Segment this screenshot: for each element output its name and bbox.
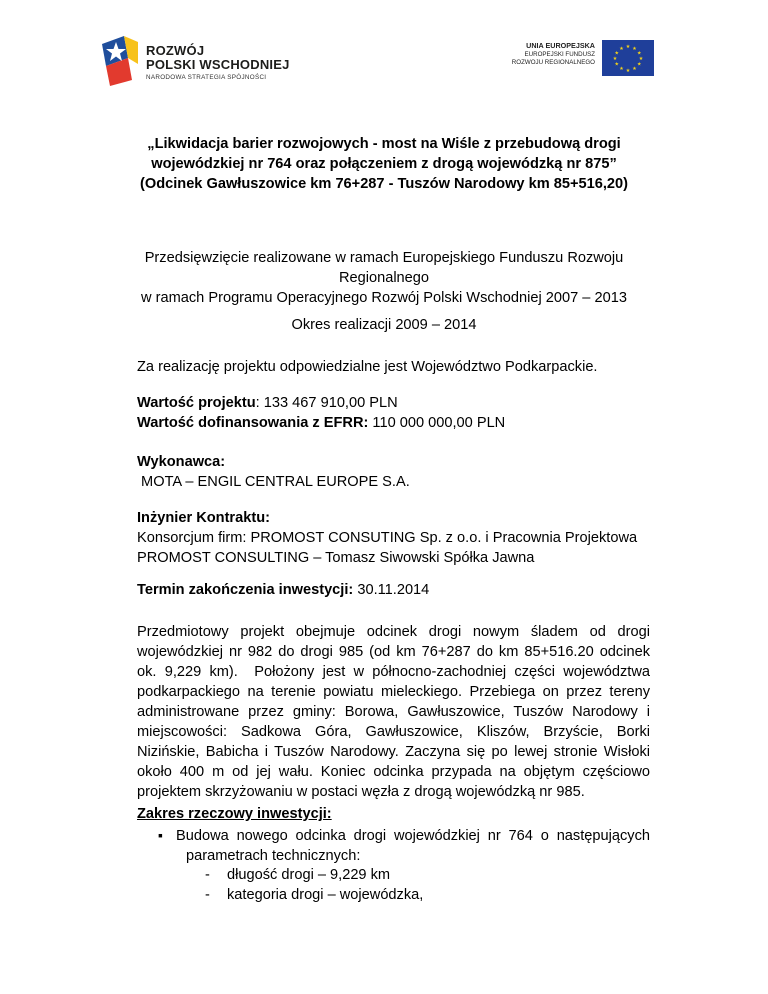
scope-items: [205, 865, 423, 905]
scope-bullet-line-1: Budowa nowego odcinka drogi wojewódzkiej nr 764 o następujących: [176, 828, 650, 844]
title-line-3: (Odcinek Gawłuszowice km 76+287 - Tuszów Narodowy km 85+516,20): [139, 176, 628, 192]
dash-bullet-icon: -: [205, 867, 210, 883]
description-line: Przedmiotowy projekt obejmuje odcinek drogi nowym śladem od drogi: [137, 624, 650, 640]
title-line-1: „Likwidacja barier rozwojowych - most na Wiśle z przebudową drogi: [147, 136, 621, 152]
dash-bullet-icon: -: [205, 887, 210, 903]
svg-text:★: ★: [625, 68, 631, 74]
project-value-amount: : 133 467 910,00 PLN: [255, 395, 398, 411]
contractor-label: Wykonawca:: [137, 454, 226, 470]
intro-paragraph: [0, 248, 768, 308]
description-line: ok. 9,229 km). Położony jest w północno-zachodniej części województwa: [137, 664, 650, 680]
project-value: [137, 393, 505, 433]
logo-line-1: ROZWÓJ: [146, 43, 205, 58]
eu-flag-icon: [602, 40, 654, 76]
eu-line-1: UNIA EUROPEJSKA: [526, 41, 595, 50]
deadline-label: Termin zakończenia inwestycji:: [137, 582, 354, 598]
svg-text:★: ★: [614, 50, 620, 57]
svg-text:★: ★: [632, 45, 637, 52]
svg-text:★: ★: [612, 56, 618, 62]
svg-text:★: ★: [638, 56, 644, 62]
eu-logo: [505, 40, 655, 78]
intro-line-1: Przedsięwzięcie realizowane w ramach Europejskiego Funduszu Rozwoju: [144, 250, 624, 266]
scope-item: - kategoria drogi – wojewódzka,: [205, 887, 424, 903]
svg-text:★: ★: [614, 61, 620, 68]
deadline-value: 30.11.2014: [353, 582, 430, 598]
svg-text:★: ★: [636, 50, 642, 57]
svg-text:★: ★: [625, 44, 631, 50]
deadline: [137, 582, 429, 598]
engineer-line-2: PROMOST CONSULTING – Tomasz Siwowski Spółka Jawna: [137, 550, 535, 566]
document-title: [0, 134, 768, 194]
description-line: podkarpackiego na terenie powiatu mieleckiego. Przebiega on przez tereny: [137, 684, 650, 700]
logo-line-2: POLSKI WSCHODNIEJ: [146, 57, 290, 72]
cofinancing-amount: 110 000 000,00 PLN: [368, 415, 506, 431]
description-line: wojewódzkiej nr 982 do drogi 985 (od km 76+287 do km 85+516.20 odcinek: [137, 644, 650, 660]
scope-heading: Zakres rzeczowy inwestycji:: [137, 806, 332, 822]
contractor-section: [137, 452, 410, 492]
intro-line-2: Regionalnego: [338, 270, 430, 286]
svg-text:★: ★: [632, 66, 637, 73]
svg-text:★: ★: [619, 66, 624, 73]
description-line: projektem skrzyżowaniu w postaci węzła z drogą wojewódzką nr 985.: [137, 784, 585, 800]
title-line-2: wojewódzkiej nr 764 oraz połączeniem z drogą wojewódzką nr 875”: [151, 156, 617, 172]
svg-text:★: ★: [619, 45, 624, 52]
scope-item: - długość drogi – 9,229 km: [205, 867, 391, 883]
scope-bullet: [158, 825, 650, 866]
cofinancing-label: Wartość dofinansowania z EFRR:: [137, 415, 369, 431]
project-description: [137, 622, 650, 802]
star-logo-icon: [102, 36, 138, 86]
scope-bullet-line-2: parametrach technicznych:: [186, 848, 361, 864]
eu-line-3: ROZWOJU REGIONALNEGO: [511, 59, 595, 66]
engineer-line-1: Konsorcjum firm: PROMOST CONSUTING Sp. z o.o. i Pracownia Projektowa: [137, 530, 638, 546]
engineer-label: Inżynier Kontraktu:: [137, 510, 270, 526]
rozwoj-polski-wschodniej-logo: [102, 33, 302, 88]
eu-line-2: EUROPEJSKI FUNDUSZ: [524, 51, 595, 58]
description-line: administrowane przez gminy: Borowa, Gawłuszowice, Tuszów Narodowy i: [137, 704, 650, 720]
responsible-text: Za realizację projektu odpowiedzialne jest Województwo Podkarpackie.: [137, 359, 598, 375]
description-line: miejscowości: Sadkowa Góra, Gawłuszowice, Kliszów, Brzyście, Borki: [137, 724, 650, 740]
logo-line-3: NARODOWA STRATEGIA SPÓJNOŚCI: [146, 74, 267, 81]
intro-line-3: w ramach Programu Operacyjnego Rozwój Polski Wschodniej 2007 – 2013: [141, 290, 627, 306]
description-line: Nizińskie, Babicha i Tuszów Narodowy. Zaczyna się po lewej stronie Wisłoki: [137, 744, 650, 760]
realization-period: Okres realizacji 2009 – 2014: [291, 317, 477, 333]
svg-text:★: ★: [636, 61, 642, 68]
contractor-name: MOTA – ENGIL CENTRAL EUROPE S.A.: [137, 474, 410, 490]
description-line: około 400 m od jej wału. Koniec odcinka przypada na objętym częściowo: [137, 764, 650, 780]
project-value-label: Wartość projektu: [137, 395, 256, 411]
engineer-section: [137, 508, 637, 568]
square-bullet-icon: [158, 828, 176, 844]
